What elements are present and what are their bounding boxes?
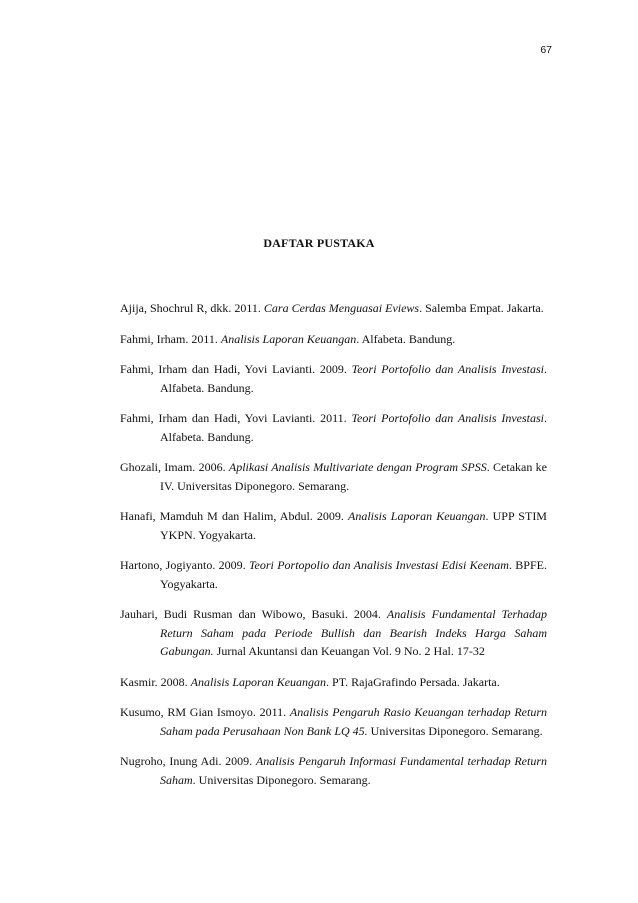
reference-authors-year: Fahmi, Irham dan Hadi, Yovi Lavianti. 2009. <box>120 362 352 376</box>
reference-authors-year: Hanafi, Mamduh M dan Halim, Abdul. 2009. <box>120 509 348 523</box>
reference-title: Analisis Pengaruh Informasi Fundamental terhadap Return Saham <box>160 754 547 787</box>
reference-authors-year: Ghozali, Imam. 2006. <box>120 460 229 474</box>
reference-entry <box>120 458 547 495</box>
reference-entry <box>120 507 547 544</box>
reference-publisher: . Alfabeta. Bandung. <box>356 331 456 346</box>
reference-authors-year: Kusumo, RM Gian Ismoyo. 2011. <box>120 705 290 719</box>
reference-entry <box>120 752 547 789</box>
reference-entry <box>120 360 547 397</box>
reference-publisher: . PT. RajaGrafindo Persada. Jakarta. <box>326 674 500 689</box>
reference-authors-year: Fahmi, Irham dan Hadi, Yovi Lavianti. 2011. <box>120 411 352 425</box>
reference-entry <box>120 673 547 692</box>
reference-title: Teori Portopolio dan Analisis Investasi Edisi Keenam <box>248 558 509 572</box>
reference-title: Analisis Laporan Keuangan <box>190 674 327 689</box>
reference-list <box>120 287 547 801</box>
reference-entry <box>120 605 547 661</box>
reference-publisher: Jurnal Akuntansi dan Keuangan Vol. 9 No. 2 Hal. 17-32 <box>213 644 485 658</box>
page-number: 67 <box>540 44 552 56</box>
reference-publisher: . UPP STIM YKPN. Yogyakarta. <box>160 509 547 542</box>
reference-title: Teori Portofolio dan Analisis Investasi <box>351 411 544 425</box>
reference-entry <box>120 299 547 318</box>
reference-publisher: Universitas Diponegoro. Semarang. <box>367 723 543 738</box>
reference-title: Analisis Pengaruh Rasio Keuangan terhadap Return Saham pada Perusahaan Non Bank LQ 45. <box>160 705 547 738</box>
reference-title: Analisis Laporan Keuangan <box>220 331 357 346</box>
reference-title: Analisis Laporan Keuangan <box>348 509 486 523</box>
reference-title: Cara Cerdas Menguasai Eviews <box>263 301 420 315</box>
reference-entry <box>120 556 547 593</box>
reference-entry <box>120 409 547 446</box>
reference-authors-year: Fahmi, Irham. 2011. <box>120 331 221 346</box>
reference-publisher: . BPFE. Yogyakarta. <box>160 558 547 591</box>
reference-publisher: . Salemba Empat. Jakarta. <box>419 301 544 315</box>
reference-entry <box>120 330 547 349</box>
reference-entry <box>120 703 547 740</box>
page-title: DAFTAR PUSTAKA <box>263 236 375 250</box>
reference-title: Analisis Fundamental Terhadap Return Saham pada Periode Bullish dan Bearish Indeks Harga Saham Gabungan. <box>160 607 547 658</box>
reference-authors-year: Ajija, Shochrul R, dkk. 2011. <box>120 301 264 315</box>
reference-publisher: . Universitas Diponegoro. Semarang. <box>192 772 371 787</box>
reference-title: Teori Portofolio dan Analisis Investasi <box>351 362 545 376</box>
reference-title: Aplikasi Analisis Multivariate dengan Program SPSS <box>228 460 487 474</box>
reference-authors-year: Hartono, Jogiyanto. 2009. <box>120 558 249 572</box>
reference-publisher: . Alfabeta. Bandung. <box>160 362 548 395</box>
reference-authors-year: Nugroho, Inung Adi. 2009. <box>120 754 256 768</box>
reference-publisher: . Cetakan ke IV. Universitas Diponegoro. Semarang. <box>160 460 547 493</box>
reference-publisher: . Alfabeta. Bandung. <box>160 411 547 444</box>
reference-authors-year: Kasmir. 2008. <box>120 674 191 689</box>
reference-authors-year: Jauhari, Budi Rusman dan Wibowo, Basuki. 2004. <box>120 607 387 621</box>
